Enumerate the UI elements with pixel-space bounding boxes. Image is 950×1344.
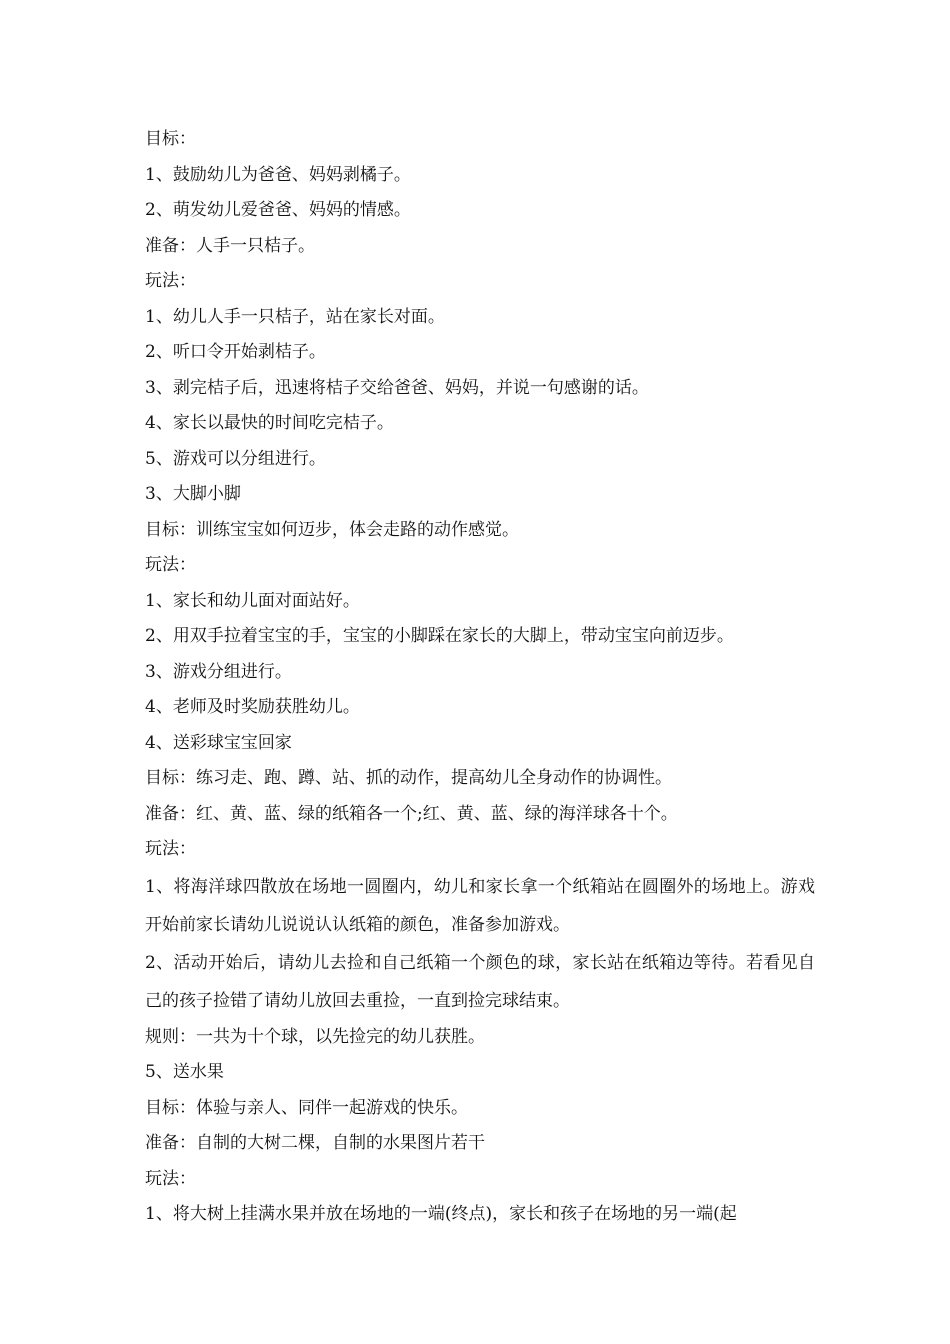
section-heading-4: 4、送彩球宝宝回家 <box>145 732 292 753</box>
goal-item-1: 1、鼓励幼儿为爸爸、妈妈剥橘子。 <box>145 164 411 185</box>
play-item-1: 1、幼儿人手一只桔子，站在家长对面。 <box>145 306 445 327</box>
play-item-3-4: 4、老师及时奖励获胜幼儿。 <box>145 697 360 717</box>
goal-line-4: 目标：练习走、跑、蹲、站、抓的动作，提高幼儿全身动作的协调性。 <box>145 768 672 788</box>
play-item-3-2: 2、用双手拉着宝宝的手，宝宝的小脚踩在家长的大脚上，带动宝宝向前迈步。 <box>145 626 734 646</box>
goal-line-3: 目标：训练宝宝如何迈步，体会走路的动作感觉。 <box>145 519 519 540</box>
play-item-3-1: 1、家长和幼儿面对面站好。 <box>145 590 360 611</box>
rule-line-4: 规则：一共为十个球，以先捡完的幼儿获胜。 <box>145 1026 485 1047</box>
play-paragraph-4-2: 2、活动开始后，请幼儿去捡和自己纸箱一个颜色的球，家长站在纸箱边等待。若看见自己的孩子捡错了请幼儿放回去重捡，一直到捡完球结束。 <box>145 952 815 1011</box>
play-item-4: 4、家长以最快的时间吃完桔子。 <box>145 413 394 433</box>
play-heading: 玩法： <box>145 271 196 291</box>
play-paragraph-4-1: 1、将海洋球四散放在场地一圆圈内，幼儿和家长拿一个纸箱站在圆圈外的场地上。游戏开始前家长请幼儿说说认认纸箱的颜色，准备参加游戏。 <box>145 876 815 935</box>
play-item-5: 5、游戏可以分组进行。 <box>145 448 326 469</box>
play-heading-3: 玩法： <box>145 555 196 575</box>
play-heading-4: 玩法： <box>145 839 196 859</box>
goal-line-5: 目标：体验与亲人、同伴一起游戏的快乐。 <box>145 1097 468 1118</box>
play-item-5-1: 1、将大树上挂满水果并放在场地的一端(终点)，家长和孩子在场地的另一端(起 <box>145 1204 737 1224</box>
preparation-line-5: 准备：自制的大树二棵，自制的水果图片若干 <box>145 1133 485 1153</box>
goal-item-2: 2、萌发幼儿爱爸爸、妈妈的情感。 <box>145 200 411 220</box>
section-heading-3: 3、大脚小脚 <box>145 484 241 504</box>
preparation-line: 准备：人手一只桔子。 <box>145 235 315 256</box>
play-item-2: 2、听口令开始剥桔子。 <box>145 342 326 362</box>
document-body <box>145 122 815 1233</box>
preparation-line-4: 准备：红、黄、蓝、绿的纸箱各一个;红、黄、蓝、绿的海洋球各十个。 <box>145 803 678 824</box>
play-item-3-3: 3、游戏分组进行。 <box>145 661 292 682</box>
section-heading-5: 5、送水果 <box>145 1062 224 1082</box>
play-heading-5: 玩法： <box>145 1168 196 1189</box>
play-item-3: 3、剥完桔子后，迅速将桔子交给爸爸、妈妈，并说一句感谢的话。 <box>145 377 649 398</box>
goal-heading: 目标： <box>145 129 196 149</box>
